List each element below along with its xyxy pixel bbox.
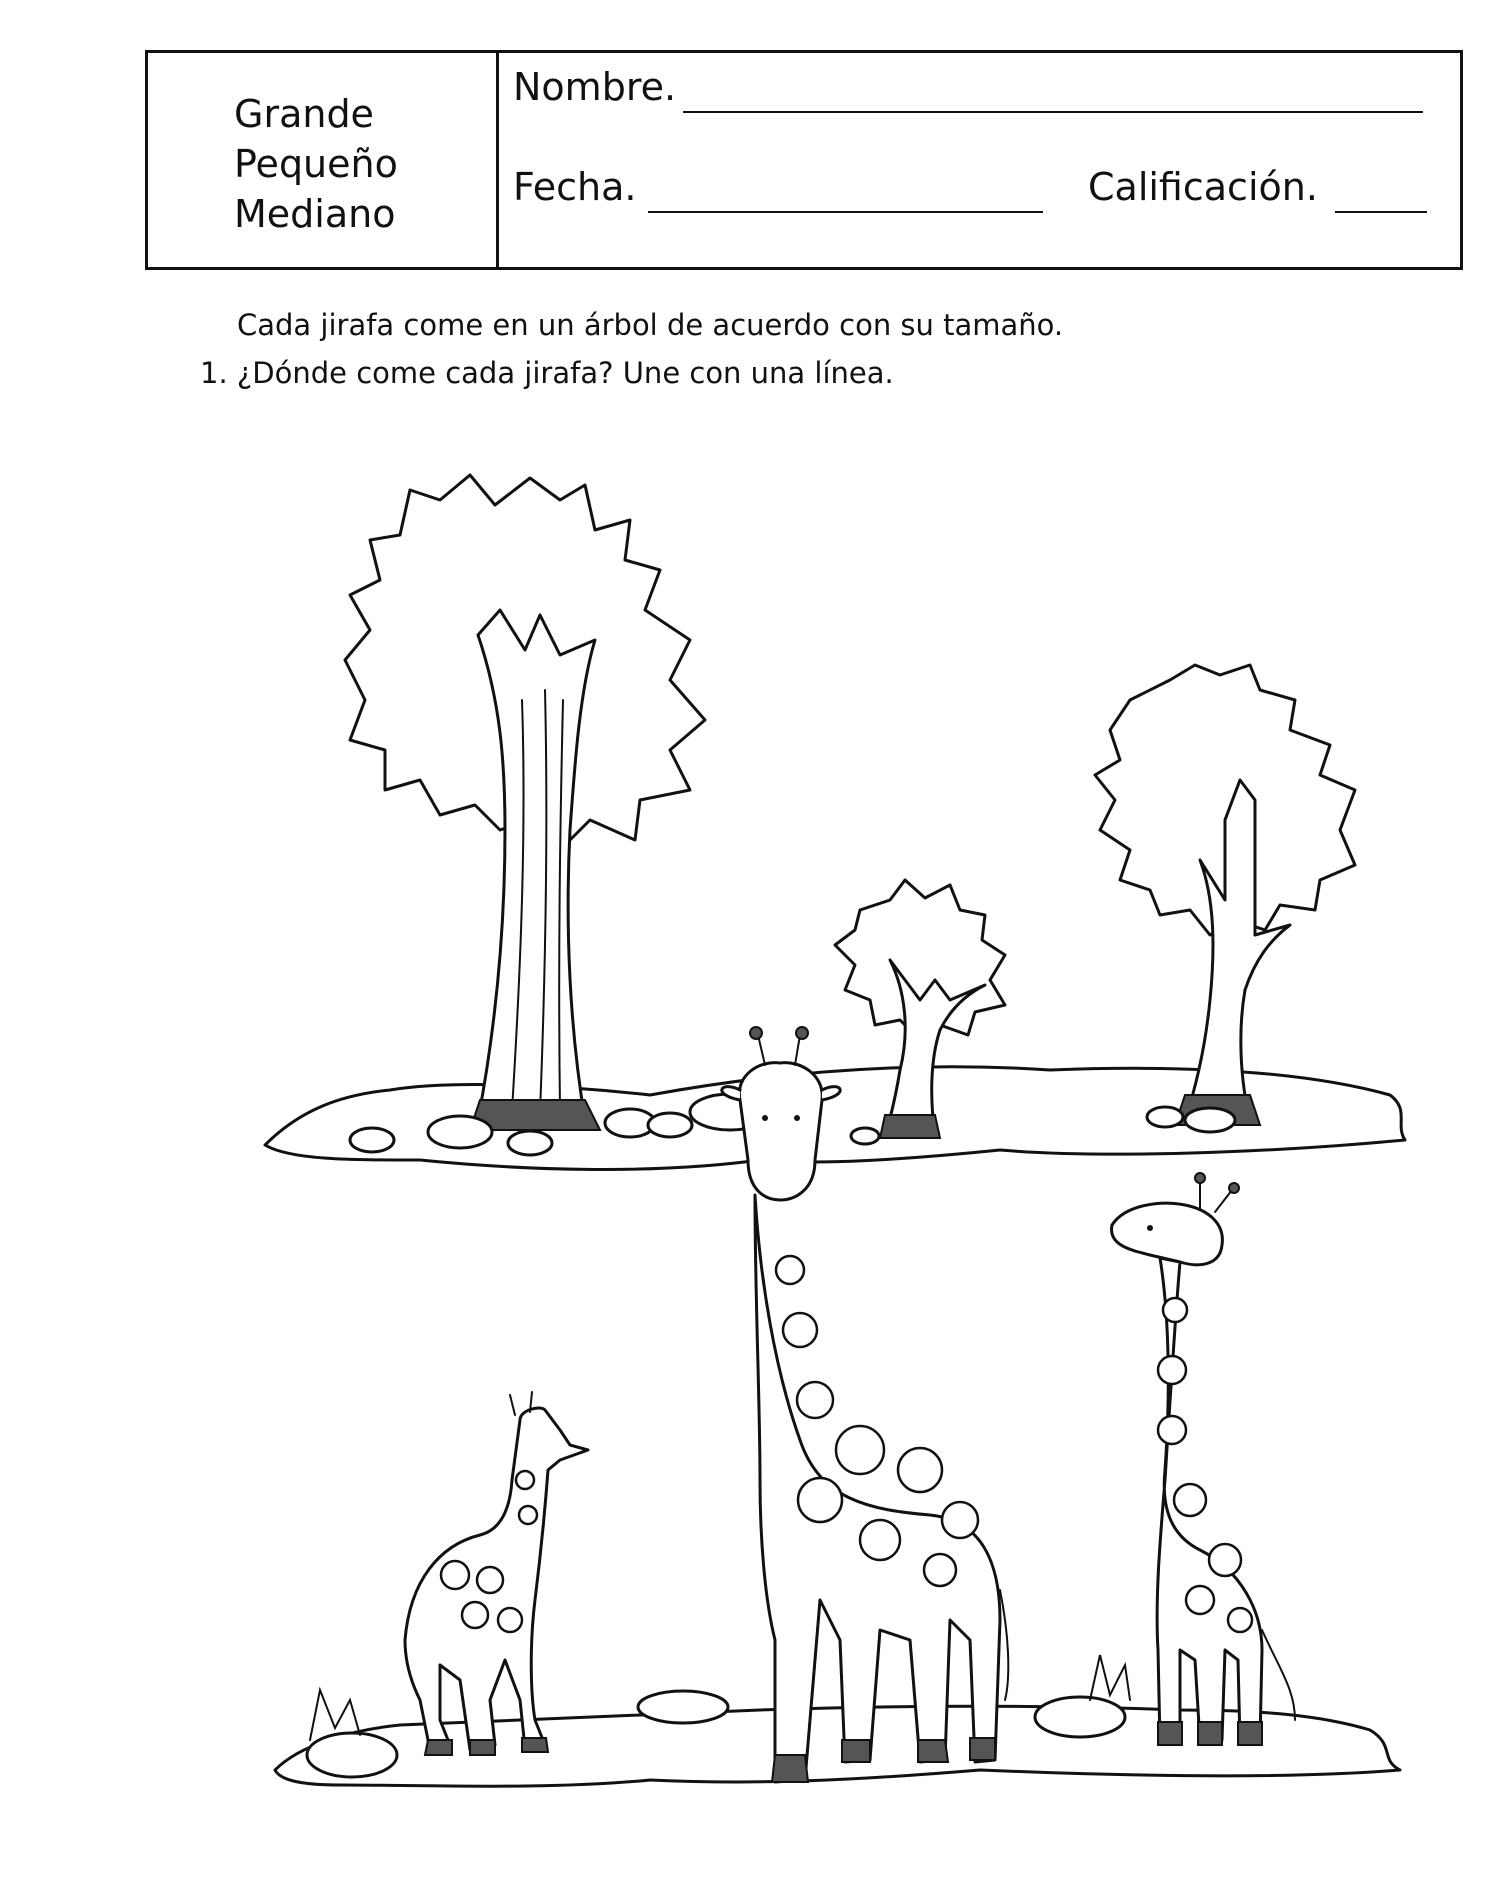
size-word-grande: Grande bbox=[234, 92, 374, 136]
size-word-mediano: Mediano bbox=[234, 192, 396, 236]
small-giraffe bbox=[405, 1392, 588, 1755]
large-tree bbox=[345, 475, 705, 1130]
large-giraffe-head bbox=[739, 1063, 822, 1200]
medium-tree bbox=[1095, 665, 1355, 1125]
large-tree-trunk bbox=[478, 610, 595, 1120]
instruction-question: 1. ¿Dónde come cada jirafa? Une con una línea. bbox=[200, 356, 894, 390]
medium-giraffe bbox=[1112, 1173, 1295, 1745]
size-word-pequeno: Pequeño bbox=[234, 142, 398, 186]
grade-label: Calificación. bbox=[1088, 165, 1318, 209]
date-label: Fecha. bbox=[513, 165, 637, 209]
medium-giraffe-head bbox=[1112, 1203, 1223, 1265]
instruction-intro: Cada jirafa come en un árbol de acuerdo con su tamaño. bbox=[237, 308, 1064, 342]
name-label: Nombre. bbox=[513, 65, 677, 109]
